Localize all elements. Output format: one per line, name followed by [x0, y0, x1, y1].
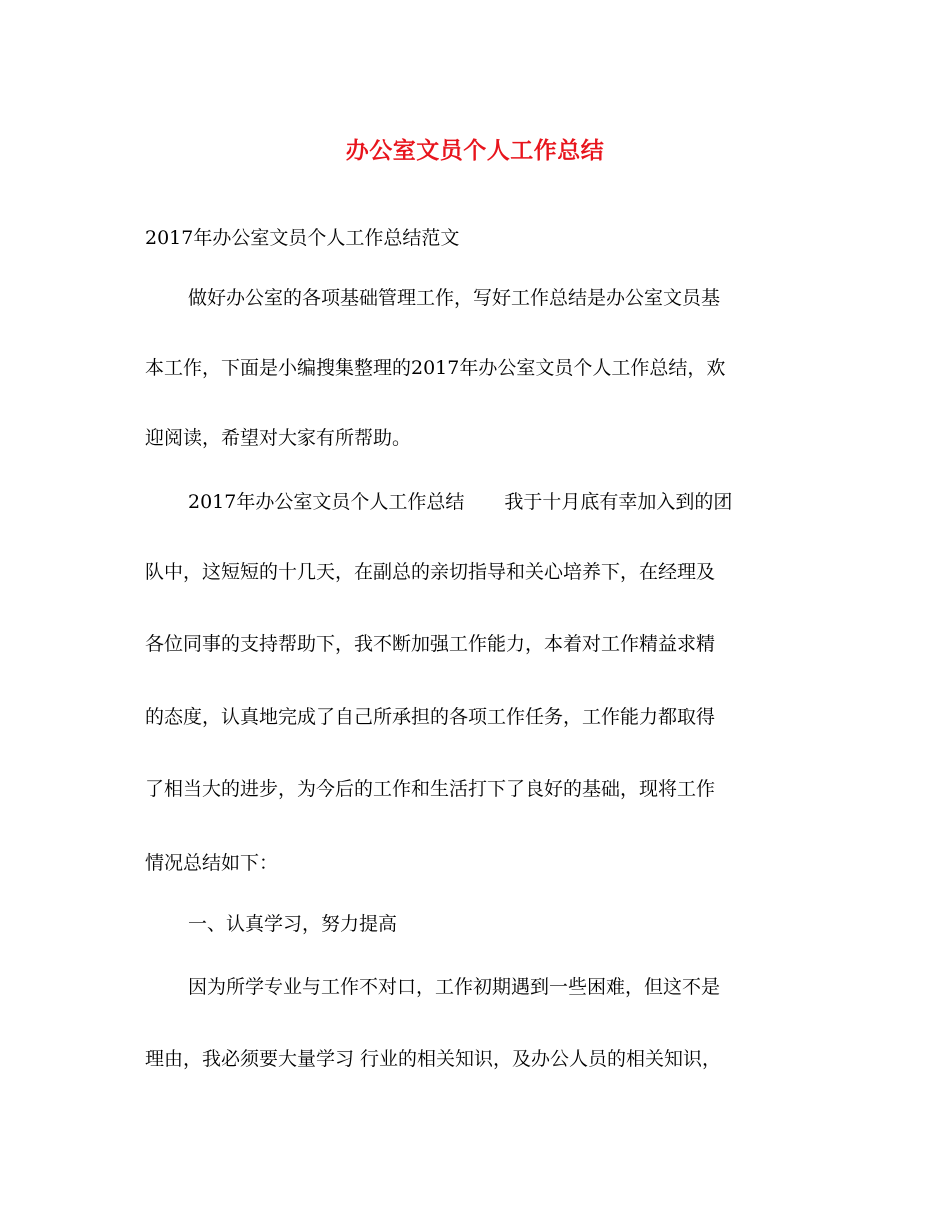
document-subtitle: 2017年办公室文员个人工作总结范文 — [145, 227, 460, 249]
intro-line-3: 迎阅读，希望对大家有所帮助。 — [145, 427, 412, 449]
body-line-6: 情况总结如下： — [145, 852, 279, 874]
intro-line-1: 做好办公室的各项基础管理工作，写好工作总结是办公室文员基 — [188, 287, 721, 309]
body-line-2: 队中，这短短的十几天，在副总的亲切指导和关心培养下，在经理及 — [145, 561, 716, 583]
section-1-heading: 一、认真学习，努力提高 — [188, 913, 398, 935]
intro-line-2: 本工作，下面是小编搜集整理的2017年办公室文员个人工作总结，欢 — [145, 357, 726, 379]
body-line-4: 的态度，认真地完成了自己所承担的各项工作任务，工作能力都取得 — [145, 706, 716, 728]
body-inline-heading: 2017年办公室文员个人工作总结 — [188, 491, 465, 513]
body-line-1 — [188, 488, 732, 516]
document-title: 办公室文员个人工作总结 — [345, 137, 605, 164]
section-1-line-1: 因为所学专业与工作不对口，工作初期遇到一些困难，但这不是 — [188, 976, 721, 998]
section-1-line-2: 理由，我必须要大量学习 行业的相关知识，及办公人员的相关知识， — [145, 1048, 722, 1070]
body-line-3: 各位同事的支持帮助下，我不断加强工作能力，本着对工作精益求精 — [145, 633, 716, 655]
body-line-5: 了相当大的进步，为今后的工作和生活打下了良好的基础，现将工作 — [145, 778, 716, 800]
body-line-1-rest: 我于十月底有幸加入到的团 — [504, 491, 733, 513]
